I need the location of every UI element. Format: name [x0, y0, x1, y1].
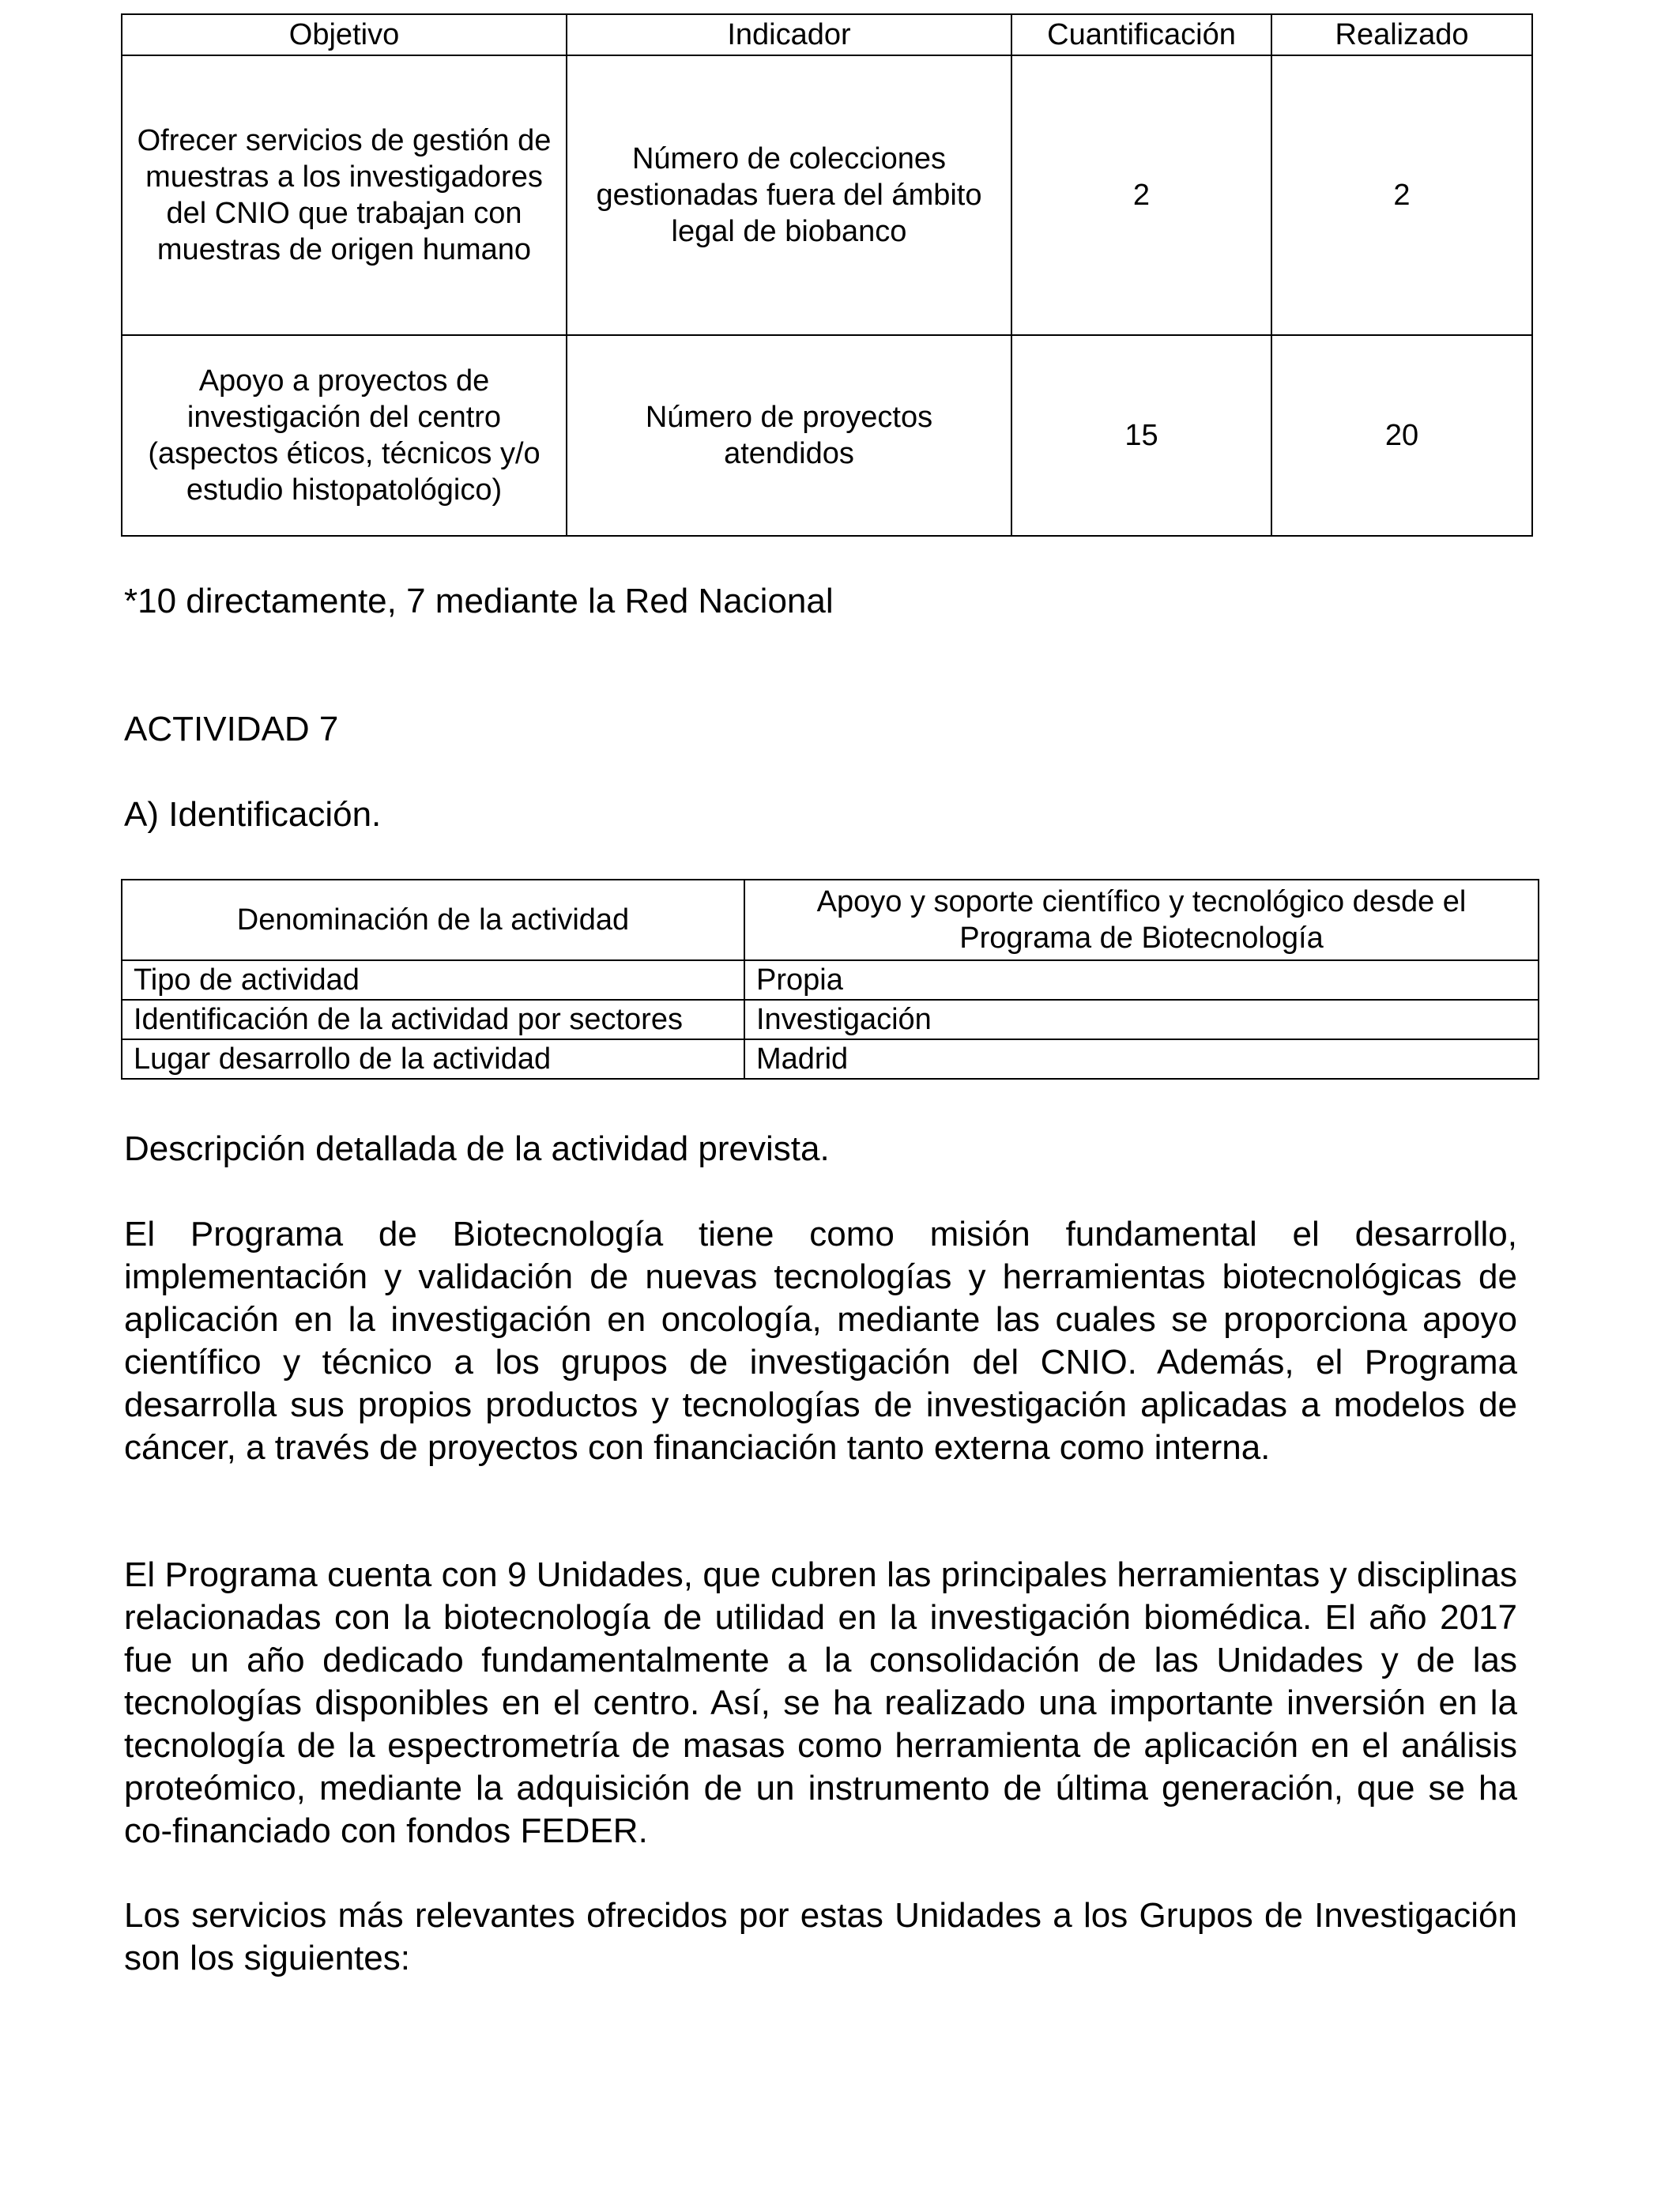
- table-row: [122, 1039, 1539, 1079]
- cell-objetivo: Ofrecer servicios de gestión de muestras a los investigadores del CNIO que trabajan con muestras de origen humano: [122, 55, 567, 335]
- header-objetivo: Objetivo: [122, 14, 567, 55]
- cell-cuantificacion: 15: [1011, 335, 1271, 536]
- row-label: Tipo de actividad: [122, 960, 744, 1000]
- header-cuantificacion: Cuantificación: [1011, 14, 1271, 55]
- denominacion-label: Denominación de la actividad: [122, 880, 744, 960]
- identification-title: A) Identificación.: [124, 795, 382, 834]
- header-realizado: Realizado: [1271, 14, 1532, 55]
- table-row: [122, 335, 1532, 536]
- denominacion-value: Apoyo y soporte científico y tecnológico desde el Programa de Biotecnología: [744, 880, 1539, 960]
- cell-objetivo: Apoyo a proyectos de investigación del centro (aspectos éticos, técnicos y/o estudio histopatológico): [122, 335, 567, 536]
- activity-title: ACTIVIDAD 7: [124, 710, 339, 748]
- paragraph: Los servicios más relevantes ofrecidos por estas Unidades a los Grupos de Investigación son los siguientes:: [124, 1896, 1517, 1977]
- cell-cuantificacion: 2: [1011, 55, 1271, 335]
- description-title: Descripción detallada de la actividad prevista.: [124, 1129, 830, 1168]
- row-label: Lugar desarrollo de la actividad: [122, 1039, 744, 1079]
- row-label: Identificación de la actividad por sectores: [122, 1000, 744, 1039]
- table-row: [122, 880, 1539, 960]
- cell-indicador: Número de proyectos atendidos: [567, 335, 1011, 536]
- cell-realizado: 20: [1271, 335, 1532, 536]
- paragraph: El Programa cuenta con 9 Unidades, que cubren las principales herramientas y disciplinas relacionadas con la biotecnología de utilidad en la investigación biomédica. El año 2017 fue un año dedicado fundamentalmente a la consolidación de las Unidades y de las tecnologías disponibles en el centro. Así, se ha realizado una importante inversión en la tecnología de la espectrometría de masas como herramienta de aplicación en el análisis proteómico, mediante la adquisición de un instrumento de última generación, que se ha co-financiado con fondos FEDER.: [124, 1555, 1517, 1850]
- objectives-table: [121, 13, 1533, 537]
- row-value: Madrid: [744, 1039, 1539, 1079]
- paragraph: El Programa de Biotecnología tiene como misión fundamental el desarrollo, implementación y validación de nuevas tecnologías y herramientas biotecnológicas de aplicación en la investigación en oncología, mediante las cuales se proporciona apoyo científico y técnico a los grupos de investigación del CNIO. Además, el Programa desarrolla sus propios productos y tecnologías de investigación aplicadas a modelos de cáncer, a través de proyectos con financiación tanto externa como interna.: [124, 1215, 1517, 1467]
- table-row: [122, 1000, 1539, 1039]
- row-value: Investigación: [744, 1000, 1539, 1039]
- table-row: [122, 960, 1539, 1000]
- footnote: *10 directamente, 7 mediante la Red Nacional: [124, 582, 834, 620]
- table-row: [122, 55, 1532, 335]
- cell-indicador: Número de colecciones gestionadas fuera del ámbito legal de biobanco: [567, 55, 1011, 335]
- identification-table: [121, 879, 1539, 1080]
- row-value: Propia: [744, 960, 1539, 1000]
- cell-realizado: 2: [1271, 55, 1532, 335]
- header-indicador: Indicador: [567, 14, 1011, 55]
- table-header-row: [122, 14, 1532, 55]
